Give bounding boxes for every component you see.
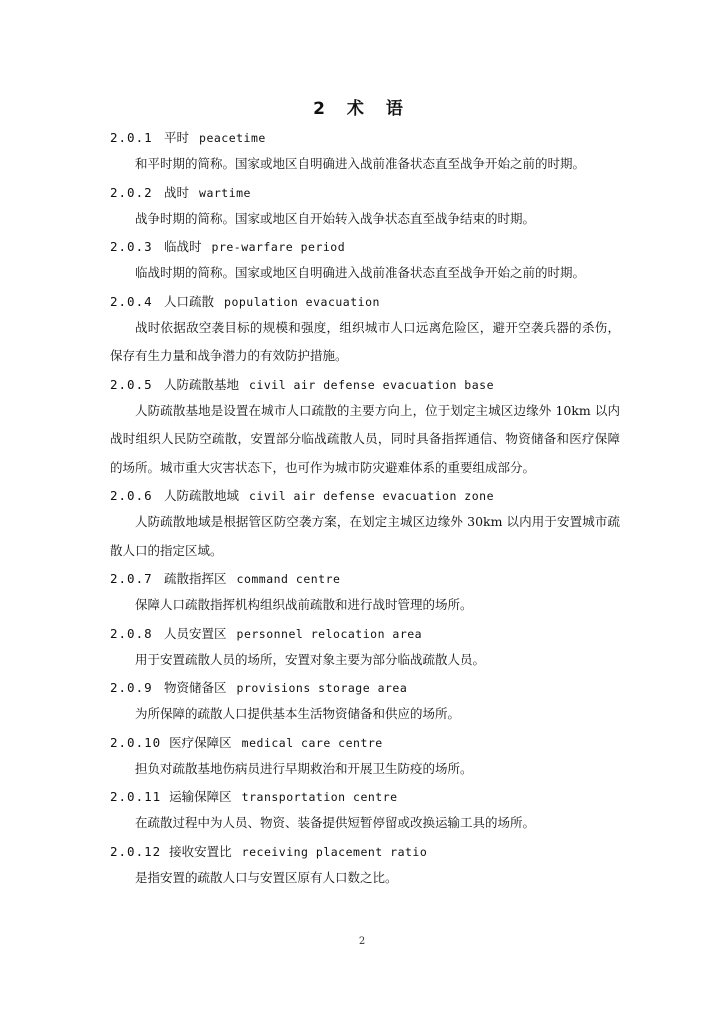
term-definition: 为所保障的疏散人口提供基本生活物资储备和供应的场所。 xyxy=(135,706,461,721)
term-chinese: 物资储备区 xyxy=(164,680,227,695)
term-number: 2.0.9 xyxy=(110,680,153,695)
term-number: 2.0.3 xyxy=(110,239,153,254)
term-english: transportation centre xyxy=(241,790,398,804)
term-heading xyxy=(110,569,620,589)
page-number: 2 xyxy=(358,936,366,947)
term-definition: 保障人口疏散指挥机构组织战前疏散和进行战时管理的场所。 xyxy=(135,597,473,612)
term-number: 2.0.8 xyxy=(110,625,153,641)
term-chinese: 疏散指挥区 xyxy=(164,571,227,586)
term-entry xyxy=(110,569,620,620)
term-entry xyxy=(110,624,620,675)
terms-list xyxy=(110,128,620,896)
term-definition: 人防疏散地域是根据管区防空袭方案，在划定主城区边缘外 30km 以内用于安置城市疏散人口的指定区域。 xyxy=(110,514,620,558)
term-english: civil air defense evacuation zone xyxy=(249,489,494,503)
term-chinese: 战时 xyxy=(164,184,190,200)
term-number: 2.0.11 xyxy=(110,789,162,804)
term-entry xyxy=(110,787,620,838)
term-definition: 用于安置疏散人员的场所，安置对象主要为部分临战疏散人员。 xyxy=(135,651,486,667)
term-entry xyxy=(110,128,620,179)
term-english: provisions storage area xyxy=(236,681,408,695)
term-number: 2.0.5 xyxy=(110,376,153,392)
term-heading xyxy=(110,486,620,506)
term-english: civil air defense evacuation base xyxy=(249,377,494,392)
term-definition: 战争时期的简称。国家或地区自开始转入战争状态直至战争结束的时期。 xyxy=(135,210,536,226)
term-heading xyxy=(110,733,620,753)
term-chinese: 人防疏散地域 xyxy=(164,488,240,503)
term-english: pre-warfare period xyxy=(211,240,346,254)
term-heading xyxy=(110,128,620,148)
term-number: 2.0.7 xyxy=(110,571,153,586)
term-english: medical care centre xyxy=(241,735,383,750)
term-entry xyxy=(110,678,620,729)
term-english: population evacuation xyxy=(224,294,380,309)
term-chinese: 人员安置区 xyxy=(164,625,227,641)
term-definition: 战时依据敌空袭目标的规模和强度，组织城市人口远离危险区，避开空袭兵器的杀伤，保存有生力量和战争潜力的有效防护措施。 xyxy=(110,319,620,363)
term-chinese: 运输保障区 xyxy=(169,789,232,804)
term-entry xyxy=(110,733,620,784)
term-number: 2.0.1 xyxy=(110,130,153,145)
term-number: 2.0.2 xyxy=(110,184,153,200)
term-entry xyxy=(110,292,620,371)
term-chinese: 人防疏散基地 xyxy=(164,376,240,392)
term-number: 2.0.10 xyxy=(110,734,162,750)
term-definition: 在疏散过程中为人员、物资、装备提供短暂停留或改换运输工具的场所。 xyxy=(135,815,536,830)
term-definition: 担负对疏散基地伤病员进行早期救治和开展卫生防疫的场所。 xyxy=(135,760,473,776)
section-title: 2 术 语 xyxy=(313,99,411,119)
term-english: wartime xyxy=(199,185,251,200)
term-entry xyxy=(110,486,620,565)
term-heading xyxy=(110,624,620,644)
term-entry xyxy=(110,183,620,234)
term-number: 2.0.6 xyxy=(110,488,153,503)
term-chinese: 平时 xyxy=(164,130,190,145)
term-english: receiving placement ratio xyxy=(241,844,428,859)
term-english: peacetime xyxy=(199,131,266,145)
term-chinese: 接收安置比 xyxy=(169,843,232,859)
term-english: personnel relocation area xyxy=(236,626,423,641)
term-heading xyxy=(110,375,620,395)
term-entry xyxy=(110,375,620,483)
term-number: 2.0.4 xyxy=(110,293,153,309)
term-heading xyxy=(110,183,620,203)
term-entry xyxy=(110,237,620,288)
term-heading xyxy=(110,678,620,698)
term-heading xyxy=(110,292,620,312)
term-definition: 临战时期的简称。国家或地区自明确进入战前准备状态直至战争开始之前的时期。 xyxy=(135,265,586,280)
term-heading xyxy=(110,237,620,257)
term-heading xyxy=(110,842,620,862)
term-definition: 是指安置的疏散人口与安置区原有人口数之比。 xyxy=(135,869,398,885)
term-definition: 和平时期的简称。国家或地区自明确进入战前准备状态直至战争开始之前的时期。 xyxy=(135,156,586,171)
term-chinese: 医疗保障区 xyxy=(169,734,232,750)
term-english: command centre xyxy=(236,572,341,586)
term-number: 2.0.12 xyxy=(110,843,162,859)
term-entry xyxy=(110,842,620,893)
term-heading xyxy=(110,787,620,807)
term-chinese: 临战时 xyxy=(164,239,202,254)
term-definition: 人防疏散基地是设置在城市人口疏散的主要方向上，位于划定主城区边缘外 10km 以内战时组织人民防空疏散，安置部分临战疏散人员，同时具备指挥通信、物资储备和医疗保障的场所。城市重大灾害状态下，也可作为城市防灾避难体系的重要组成部分。 xyxy=(110,402,620,475)
term-chinese: 人口疏散 xyxy=(164,293,215,309)
